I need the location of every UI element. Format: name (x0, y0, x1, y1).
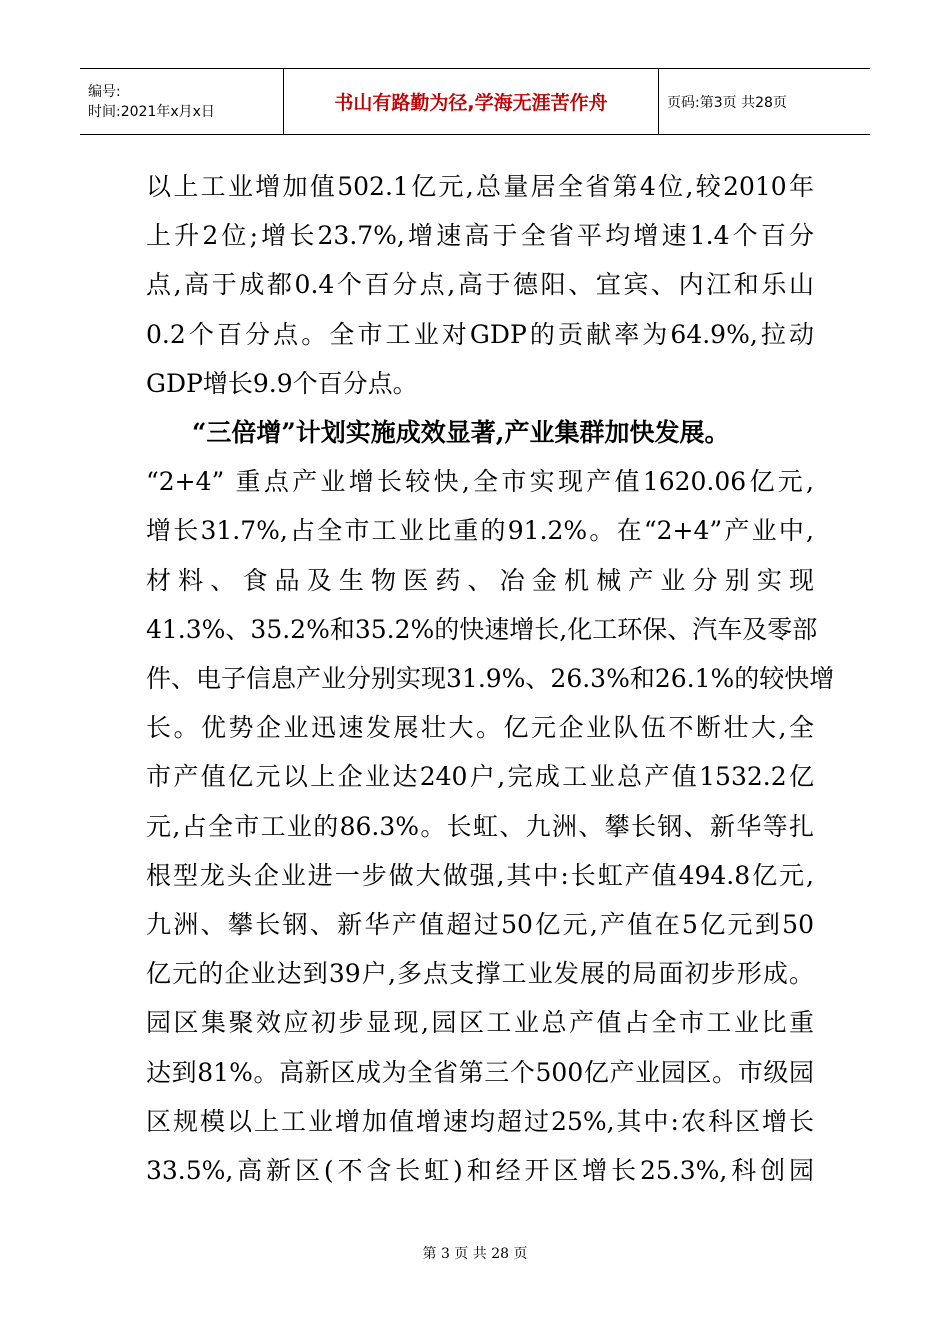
body-line: GDP增长9.9个百分点。 (146, 368, 418, 398)
page-header (80, 68, 870, 135)
body-line: 增长31.7%,占全市工业比重的91.2%。在“2+4”产业中, (146, 516, 814, 546)
page-number-label: 页码:第3页 共28页 (667, 94, 787, 111)
body-line: 亿元的企业达到39户,多点支撑工业发展的局面初步形成。 (146, 959, 814, 989)
footer-page-number: 第 3 页 共 28 页 (422, 1246, 528, 1262)
body-line: 上升2位;增长23.7%,增速高于全省平均增速1.4个百分 (146, 221, 814, 251)
body-line: 41.3%、35.2%和35.2%的快速增长,化工环保、汽车及零部 (146, 614, 818, 644)
body-line: 件、电子信息产业分别实现31.9%、26.3%和26.1%的较快增 (146, 664, 835, 694)
body-line: 以上工业增加值502.1亿元,总量居全省第4位,较2010年 (146, 172, 814, 201)
body-line: 根型龙头企业进一步做大做强,其中:长虹产值494.8亿元, (146, 860, 814, 890)
document-body (146, 162, 835, 1195)
body-line: 九洲、攀长钢、新华产值超过50亿元,产值在5亿元到50 (146, 910, 814, 940)
body-line: 长。优势企业迅速发展壮大。亿元企业队伍不断壮大,全 (146, 713, 814, 743)
body-line: 区规模以上工业增加值增速均超过25%,其中:农科区增长 (146, 1106, 814, 1136)
body-line: 市产值亿元以上企业达240户,完成工业总产值1532.2亿 (146, 762, 814, 792)
body-line: “2+4” 重点产业增长较快,全市实现产值1620.06亿元, (146, 467, 814, 497)
body-line: 元,占全市工业的86.3%。长虹、九洲、攀长钢、新华等扎 (146, 811, 814, 841)
header-page-info (659, 69, 870, 134)
header-meta (80, 69, 284, 134)
page-footer (0, 1243, 950, 1263)
document-time-label: 时间:2021年x月x日 (88, 103, 215, 120)
body-line: 达到81%。高新区成为全省第三个500亿产业园区。市级园 (146, 1057, 814, 1087)
document-number-label: 编号: (88, 83, 121, 100)
body-line: 33.5%,高新区(不含长虹)和经开区增长25.3%,科创园 (146, 1156, 814, 1186)
body-line: 点,高于成都0.4个百分点,高于德阳、宜宾、内江和乐山 (146, 270, 814, 300)
motto-text: 书山有路勤为径,学海无涯苦作舟 (334, 92, 608, 114)
body-line: 园区集聚效应初步显现,园区工业总产值占全市工业比重 (146, 1008, 814, 1038)
body-line: 0.2个百分点。全市工业对GDP的贡献率为64.9%,拉动 (146, 319, 814, 349)
section-heading: “三倍增”计划实施成效显著,产业集群加快发展。 (192, 418, 730, 448)
header-motto (284, 69, 659, 134)
body-line: 材料、食品及生物医药、冶金机械产业分别实现 (146, 565, 814, 595)
